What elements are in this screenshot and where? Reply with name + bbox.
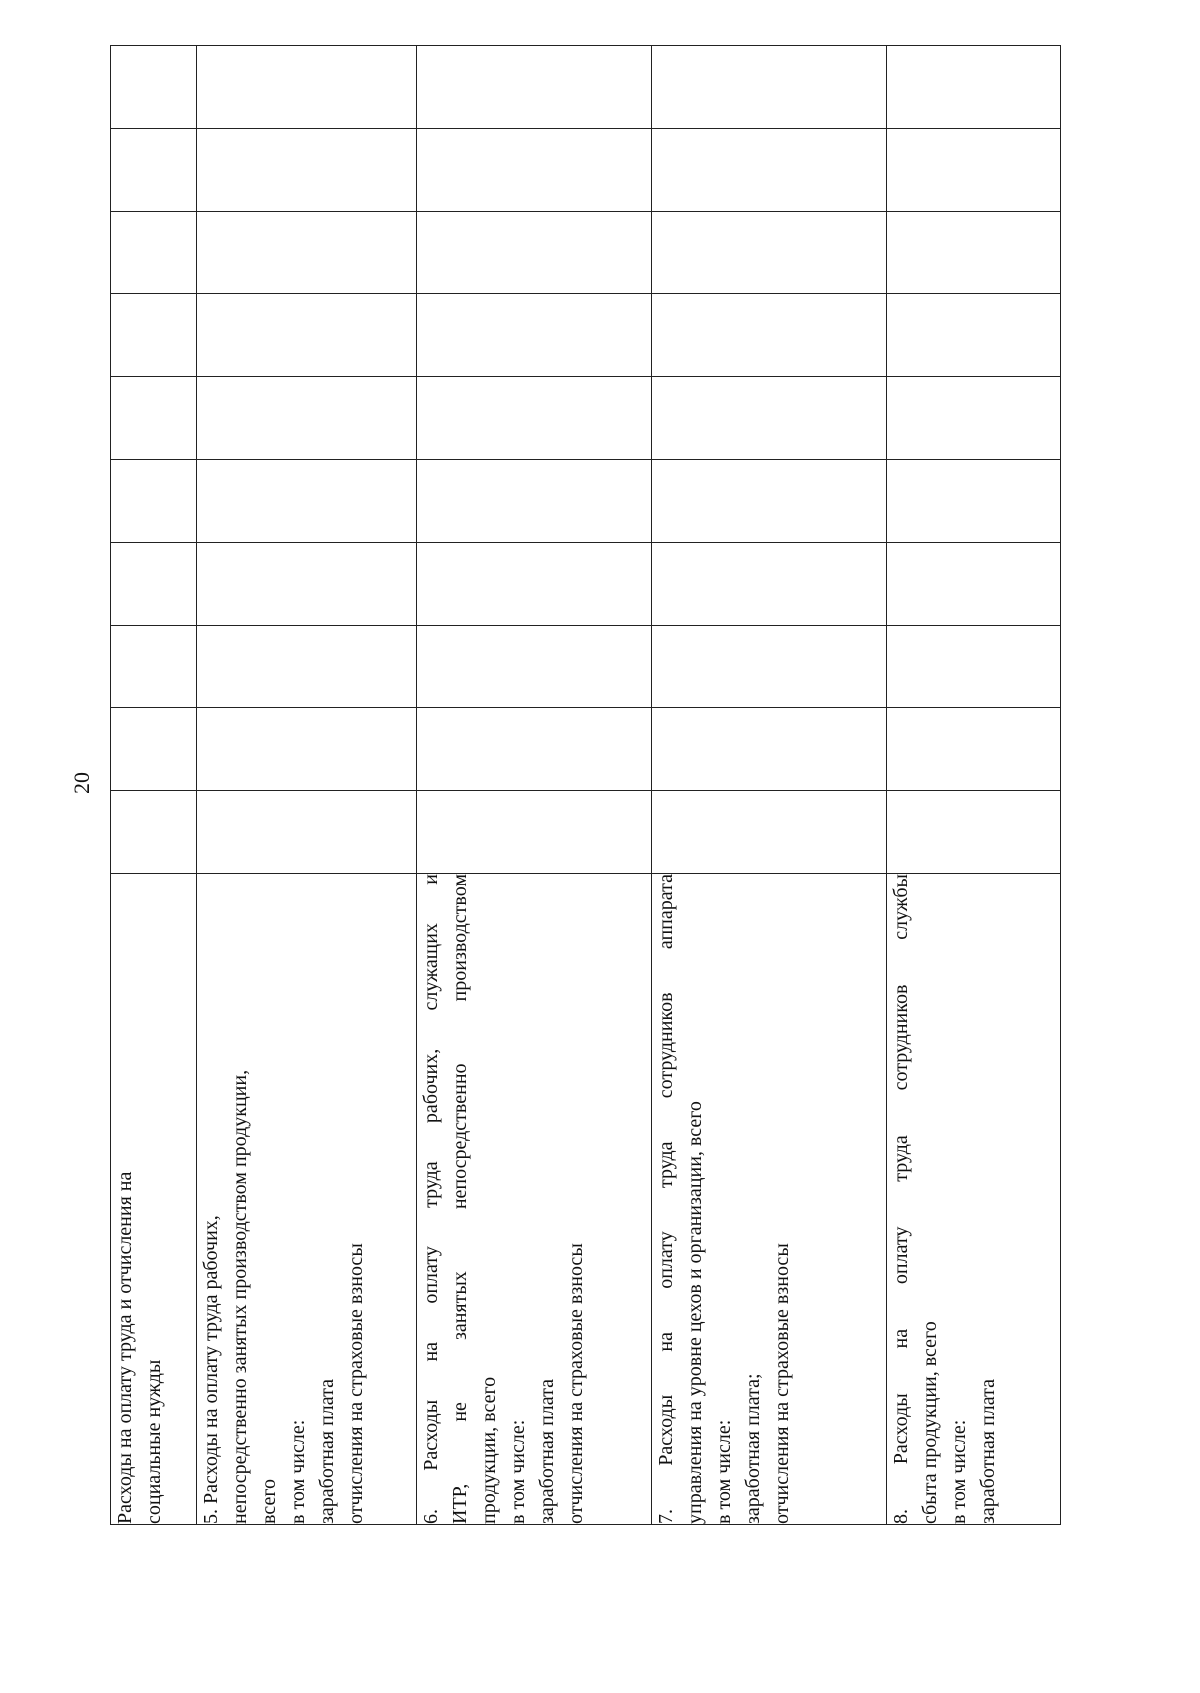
value-cell[interactable] bbox=[887, 211, 1061, 294]
row-text-line: управления на уровне цехов и организации, всего bbox=[684, 1101, 706, 1524]
value-cell[interactable] bbox=[197, 791, 417, 874]
value-cell[interactable] bbox=[417, 791, 652, 874]
value-cell[interactable] bbox=[652, 542, 887, 625]
table-container bbox=[110, 45, 1060, 1525]
row-text-line: 5. Расходы на оплату труда рабочих, bbox=[200, 1215, 222, 1524]
value-cell[interactable] bbox=[111, 625, 197, 708]
value-cell[interactable] bbox=[197, 625, 417, 708]
table-row bbox=[111, 46, 197, 1525]
row-text-line: 7. Расходы на оплату труда сотрудников аппарата bbox=[655, 874, 677, 1524]
value-cell[interactable] bbox=[417, 294, 652, 377]
value-cell[interactable] bbox=[417, 128, 652, 211]
value-cell[interactable] bbox=[652, 294, 887, 377]
value-cell[interactable] bbox=[887, 128, 1061, 211]
table-row bbox=[652, 46, 887, 1525]
value-cell[interactable] bbox=[887, 460, 1061, 543]
row-text-line: ИТР, не занятых непосредственно производством bbox=[449, 874, 471, 1524]
value-cell[interactable] bbox=[197, 542, 417, 625]
row-text-line: продукции, всего bbox=[478, 1376, 500, 1524]
row-text-line: сбыта продукции, всего bbox=[919, 1321, 941, 1524]
value-cell[interactable] bbox=[887, 708, 1061, 791]
value-cell[interactable] bbox=[197, 211, 417, 294]
row-text-line: 8. Расходы на оплату труда сотрудников службы bbox=[890, 874, 912, 1524]
value-cell[interactable] bbox=[652, 460, 887, 543]
value-cell[interactable] bbox=[652, 128, 887, 211]
row-description bbox=[652, 874, 887, 1525]
row-text-line: заработная плата bbox=[977, 1379, 999, 1524]
row-text-line: в том числе: bbox=[507, 1419, 529, 1524]
row-text-line: 6. Расходы на оплату труда рабочих, служащих и bbox=[420, 874, 442, 1524]
value-cell[interactable] bbox=[197, 377, 417, 460]
row-text-line: заработная плата bbox=[536, 1379, 558, 1524]
row-text-line: отчисления на страховые взносы bbox=[771, 1243, 793, 1524]
row-text-line: в том числе: bbox=[948, 1419, 970, 1524]
value-cell[interactable] bbox=[887, 542, 1061, 625]
value-cell[interactable] bbox=[417, 46, 652, 129]
value-cell[interactable] bbox=[652, 791, 887, 874]
value-cell[interactable] bbox=[197, 128, 417, 211]
row-text-line: всего bbox=[258, 1478, 280, 1524]
value-cell[interactable] bbox=[197, 460, 417, 543]
value-cell[interactable] bbox=[111, 377, 197, 460]
value-cell[interactable] bbox=[887, 791, 1061, 874]
row-text-line: отчисления на страховые взносы bbox=[345, 1243, 367, 1524]
value-cell[interactable] bbox=[652, 211, 887, 294]
value-cell[interactable] bbox=[197, 46, 417, 129]
value-cell[interactable] bbox=[111, 294, 197, 377]
table-row bbox=[197, 46, 417, 1525]
value-cell[interactable] bbox=[887, 625, 1061, 708]
value-cell[interactable] bbox=[111, 211, 197, 294]
row-description bbox=[417, 874, 652, 1525]
row-description bbox=[197, 874, 417, 1525]
value-cell[interactable] bbox=[652, 46, 887, 129]
cost-table bbox=[110, 45, 1061, 1525]
value-cell[interactable] bbox=[417, 377, 652, 460]
row-text-line: Расходы на оплату труда и отчисления на bbox=[114, 1171, 136, 1524]
value-cell[interactable] bbox=[652, 708, 887, 791]
row-description bbox=[111, 874, 197, 1525]
value-cell[interactable] bbox=[887, 46, 1061, 129]
value-cell[interactable] bbox=[652, 625, 887, 708]
value-cell[interactable] bbox=[652, 377, 887, 460]
value-cell[interactable] bbox=[417, 211, 652, 294]
row-description bbox=[887, 874, 1061, 1525]
value-cell[interactable] bbox=[887, 294, 1061, 377]
row-text-line: отчисления на страховые взносы bbox=[565, 1243, 587, 1524]
table-row bbox=[417, 46, 652, 1525]
value-cell[interactable] bbox=[111, 708, 197, 791]
value-cell[interactable] bbox=[111, 128, 197, 211]
value-cell[interactable] bbox=[111, 46, 197, 129]
row-text-line: социальные нужды bbox=[143, 1359, 165, 1524]
value-cell[interactable] bbox=[887, 377, 1061, 460]
row-text-line: заработная плата bbox=[316, 1379, 338, 1524]
row-text-line: в том числе: bbox=[713, 1419, 735, 1524]
table-row bbox=[887, 46, 1061, 1525]
value-cell[interactable] bbox=[111, 460, 197, 543]
value-cell[interactable] bbox=[417, 625, 652, 708]
row-text-line: непосредственно занятых производством продукции, bbox=[229, 1069, 251, 1524]
value-cell[interactable] bbox=[111, 791, 197, 874]
value-cell[interactable] bbox=[417, 460, 652, 543]
row-text-line: в том числе: bbox=[287, 1419, 309, 1524]
value-cell[interactable] bbox=[111, 542, 197, 625]
value-cell[interactable] bbox=[197, 294, 417, 377]
value-cell[interactable] bbox=[197, 708, 417, 791]
row-text-line: заработная плата; bbox=[742, 1373, 764, 1524]
value-cell[interactable] bbox=[417, 708, 652, 791]
value-cell[interactable] bbox=[417, 542, 652, 625]
page-number: 20 bbox=[69, 772, 94, 794]
